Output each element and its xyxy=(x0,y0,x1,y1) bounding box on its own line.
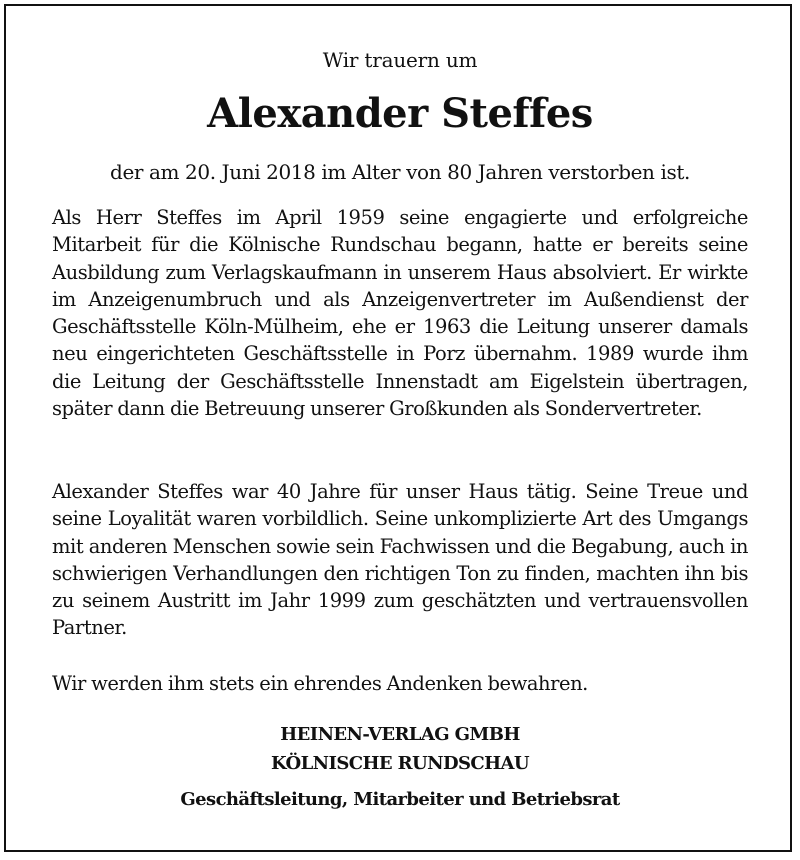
paragraph-text: Wir werden ihm stets ein ehrendes Andenken bewahren. xyxy=(52,672,588,695)
paragraph-tribute xyxy=(52,478,748,642)
paragraph-remembrance xyxy=(52,670,748,697)
intro-line: Wir trauern um xyxy=(322,48,478,72)
paragraph-text: Alexander Steffes war 40 Jahre für unser Haus tätig. Seine Treue und seine Loyalität waren vorbildlich. Seine unkomplizierte Art des Umgangs mit anderen Menschen sowie sein Fachwissen und die Begabung, auch in schwierigen Verhandlungen den richtigen Ton zu finden, machten ihn bis zu seinem Austritt im Jahr 1999 zum geschätzten und vertrauensvollen Partner. xyxy=(52,480,748,640)
death-date-line: der am 20. Juni 2018 im Alter von 80 Jahren verstorben ist. xyxy=(110,160,690,184)
paragraph-career xyxy=(52,204,748,422)
signature-newspaper: KÖLNISCHE RUNDSCHAU xyxy=(270,753,529,774)
deceased-name: Alexander Steffes xyxy=(207,90,593,137)
signature-company: HEINEN-VERLAG GMBH xyxy=(280,724,520,745)
paragraph-text: Als Herr Steffes im April 1959 seine engagierte und erfolgreiche Mitarbeit für die Kölnische Rundschau begann, hatte er bereits seine Ausbildung zum Verlagskaufmann in unserem Haus absolviert. Er wirkte im Anzeigenumbruch und als Anzeigenvertreter im Außendienst der Geschäftsstelle Köln-Mülheim, ehe er 1963 die Leitung unserer damals neu eingerichteten Geschäftsstelle in Porz übernahm. 1989 wurde ihm die Leitung der Geschäftsstelle Innenstadt am Eigelstein übertragen, später dann die Betreuung unserer Großkunden als Sondervertreter. xyxy=(52,206,748,421)
signature-group: Geschäftsleitung, Mitarbeiter und Betriebsrat xyxy=(180,789,620,810)
